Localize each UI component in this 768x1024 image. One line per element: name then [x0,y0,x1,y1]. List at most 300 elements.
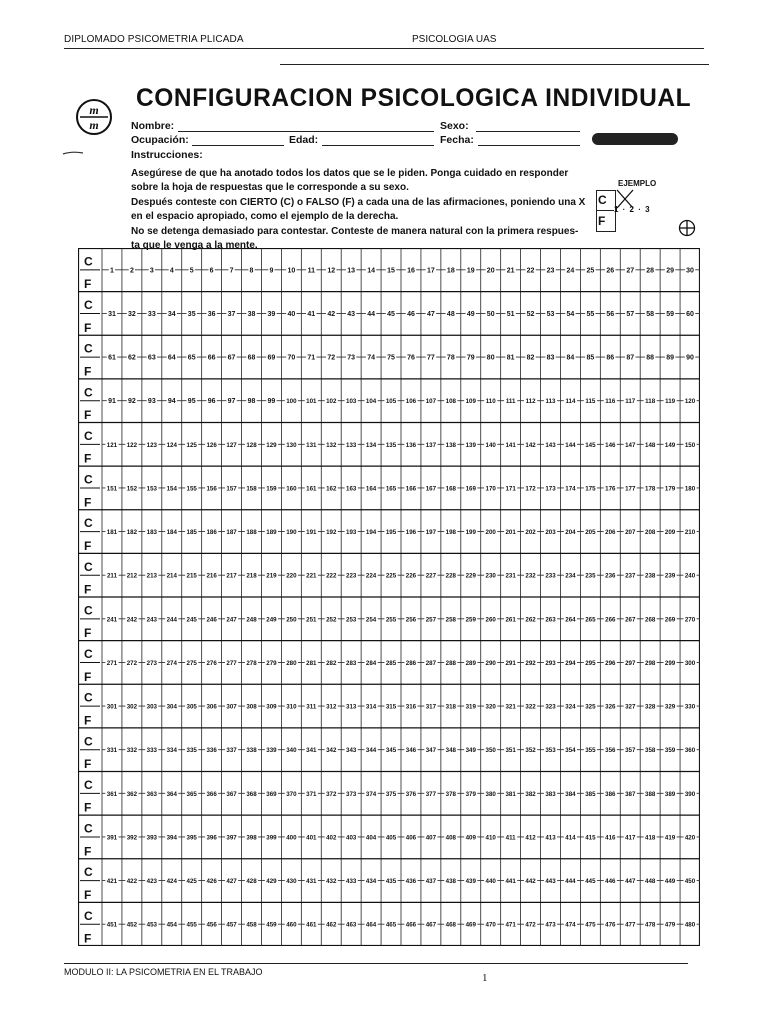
item-number: 420 [684,834,696,842]
item-number: 52 [526,310,535,318]
item-number: 197 [425,529,437,537]
item-number: 308 [246,703,257,711]
item-number: 223 [346,572,357,580]
item-number: 2 [129,267,134,275]
item-number: 344 [365,747,377,755]
f-label: F [84,320,92,335]
edad-label: Edad: [289,134,319,146]
item-number: 63 [147,354,156,362]
item-number: 388 [645,790,656,798]
item-number: 108 [445,398,456,406]
item-number: 426 [206,878,217,886]
item-number: 451 [106,921,118,929]
item-number: 153 [146,485,157,493]
item-number: 432 [326,878,337,886]
item-number: 210 [684,529,696,537]
item-number: 98 [247,398,256,406]
item-number: 106 [405,398,417,406]
item-number: 218 [246,572,257,580]
item-number: 346 [405,747,417,755]
item-number: 187 [226,529,237,537]
item-number: 268 [645,616,656,624]
item-number: 402 [326,834,337,842]
item-number: 300 [684,659,696,667]
item-number: 164 [365,485,377,493]
item-number: 392 [126,834,138,842]
item-number: 15 [387,267,395,275]
item-number: 340 [286,747,297,755]
item-number: 351 [505,747,516,755]
item-number: 85 [586,354,595,362]
item-number: 328 [645,703,656,711]
item-number: 228 [445,572,456,580]
item-number: 336 [206,747,217,755]
item-number: 427 [226,878,237,886]
item-number: 56 [606,310,615,318]
f-label: F [84,800,92,815]
item-number: 160 [286,485,297,493]
item-number: 189 [266,529,277,537]
item-number: 381 [505,790,516,798]
item-number: 159 [266,485,277,493]
item-number: 145 [585,441,596,449]
item-number: 130 [286,441,297,449]
item-number: 100 [286,398,297,406]
item-number: 59 [666,310,674,318]
item-number: 205 [585,529,596,537]
f-label: F [84,844,92,859]
item-number: 275 [186,659,197,667]
item-number: 438 [445,878,456,886]
item-number: 102 [326,398,337,406]
item-number: 250 [286,616,297,624]
mm-monogram-icon [75,98,113,136]
instruction-line: sobre la hoja de respuestas que le corresponde a su sexo. [131,182,409,193]
item-number: 423 [146,878,157,886]
item-number: 121 [106,441,118,449]
item-number: 200 [485,529,496,537]
item-number: 211 [106,572,117,580]
item-number: 167 [425,485,437,493]
item-number: 171 [505,485,516,493]
item-number: 414 [565,834,576,842]
item-number: 480 [684,921,696,929]
item-number: 120 [684,398,696,406]
item-number: 364 [166,790,177,798]
item-number: 172 [525,485,536,493]
item-number: 204 [565,529,576,537]
item-number: 408 [445,834,456,842]
item-number: 34 [167,310,176,318]
item-number: 442 [525,878,536,886]
nombre-label: Nombre: [131,120,175,132]
item-number: 227 [425,572,437,580]
item-number: 10 [287,267,296,275]
item-number: 11 [307,267,316,275]
item-number: 281 [306,659,317,667]
item-number: 49 [466,310,475,318]
c-label: C [84,559,93,574]
item-number: 142 [525,441,536,449]
c-label: C [84,865,93,880]
item-number: 391 [106,834,118,842]
item-number: 122 [126,441,138,449]
item-number: 3 [149,267,154,275]
item-number: 433 [346,878,357,886]
instruction-line: Asegúrese de que ha anotado todos los datos que se le piden. Ponga cuidado en responder [131,168,569,179]
item-number: 148 [645,441,656,449]
item-number: 296 [605,659,616,667]
item-number: 232 [525,572,536,580]
item-number: 400 [286,834,297,842]
item-number: 6 [209,267,214,275]
item-number: 72 [327,354,336,362]
f-label: F [84,757,92,772]
item-number: 192 [326,529,337,537]
item-number: 224 [365,572,377,580]
item-number: 48 [446,310,455,318]
item-number: 470 [485,921,496,929]
item-number: 216 [206,572,217,580]
item-number: 323 [545,703,556,711]
item-number: 243 [146,616,157,624]
item-number: 362 [126,790,138,798]
item-number: 265 [585,616,596,624]
item-number: 66 [207,354,216,362]
item-number: 67 [227,354,236,362]
fecha-field[interactable] [478,145,580,146]
item-number: 471 [505,921,516,929]
item-number: 105 [385,398,397,406]
item-number: 347 [425,747,437,755]
item-number: 136 [405,441,417,449]
item-number: 199 [465,529,476,537]
item-number: 313 [346,703,357,711]
item-number: 255 [385,616,397,624]
item-number: 290 [485,659,496,667]
item-number: 435 [385,878,397,886]
item-number: 292 [525,659,536,667]
ink-blot [592,133,678,145]
item-number: 373 [346,790,357,798]
answer-grid [78,248,700,946]
item-number: 463 [346,921,357,929]
item-number: 421 [106,878,118,886]
item-number: 188 [246,529,257,537]
item-number: 404 [365,834,377,842]
item-number: 80 [486,354,495,362]
item-number: 361 [106,790,118,798]
item-number: 43 [347,310,356,318]
item-number: 242 [126,616,138,624]
item-number: 77 [427,354,435,362]
item-number: 424 [166,878,177,886]
item-number: 473 [545,921,556,929]
example-label: EJEMPLO [618,179,657,188]
item-number: 355 [585,747,596,755]
example-f: F [598,214,606,228]
item-number: 168 [445,485,456,493]
sexo-field[interactable] [476,131,580,132]
instruction-line: ta que le venga a la mente. [131,240,258,251]
item-number: 387 [625,790,636,798]
item-number: 213 [146,572,157,580]
item-number: 207 [625,529,636,537]
item-number: 264 [565,616,576,624]
item-number: 29 [666,267,674,275]
item-number: 135 [385,441,397,449]
item-number: 50 [486,310,495,318]
item-number: 7 [229,267,234,275]
item-number: 26 [606,267,615,275]
item-number: 38 [247,310,256,318]
item-number: 111 [505,398,516,406]
item-number: 379 [465,790,476,798]
item-number: 195 [385,529,397,537]
item-number: 332 [126,747,138,755]
item-number: 372 [326,790,337,798]
item-number: 430 [286,878,297,886]
f-label: F [84,408,92,423]
item-number: 54 [566,310,575,318]
item-number: 185 [186,529,197,537]
item-number: 409 [465,834,476,842]
item-number: 322 [525,703,536,711]
item-number: 460 [286,921,297,929]
item-number: 278 [246,659,257,667]
item-number: 103 [346,398,357,406]
f-label: F [84,582,92,597]
item-number: 179 [664,485,676,493]
instruction-line: en el espacio apropiado, como el ejemplo de la derecha. [131,211,399,222]
edad-field[interactable] [322,145,434,146]
item-number: 284 [365,659,377,667]
item-number: 73 [347,354,356,362]
item-number: 375 [385,790,397,798]
item-number: 81 [506,354,515,362]
item-number: 30 [686,267,694,275]
item-number: 184 [166,529,177,537]
item-number: 95 [187,398,196,406]
item-number: 14 [367,267,375,275]
c-label: C [84,821,93,836]
ocupacion-field[interactable] [192,145,284,146]
item-number: 166 [405,485,417,493]
item-number: 76 [407,354,415,362]
item-number: 389 [664,790,676,798]
item-number: 18 [446,267,455,275]
item-number: 40 [287,310,296,318]
item-number: 127 [226,441,237,449]
item-number: 309 [266,703,277,711]
item-number: 307 [226,703,237,711]
item-number: 356 [605,747,616,755]
item-number: 279 [266,659,277,667]
item-number: 476 [605,921,616,929]
item-number: 141 [505,441,516,449]
item-number: 125 [186,441,197,449]
item-number: 240 [684,572,696,580]
item-number: 303 [146,703,157,711]
item-number: 165 [385,485,397,493]
item-number: 444 [565,878,576,886]
item-number: 342 [326,747,337,755]
item-number: 53 [546,310,555,318]
svg-text:m: m [89,103,99,117]
item-number: 156 [206,485,217,493]
item-number: 94 [167,398,176,406]
item-number: 321 [505,703,516,711]
item-number: 32 [128,310,136,318]
item-number: 132 [326,441,337,449]
item-number: 469 [465,921,476,929]
item-number: 71 [307,354,316,362]
instruction-line: Después conteste con CIERTO (C) o FALSO (F) a cada una de las afirmaciones, poniendo una X [131,197,586,208]
item-number: 312 [326,703,337,711]
item-number: 97 [227,398,236,406]
item-number: 96 [207,398,216,406]
item-number: 439 [465,878,476,886]
item-number: 302 [126,703,138,711]
item-number: 245 [186,616,197,624]
item-number: 266 [605,616,616,624]
item-number: 472 [525,921,536,929]
item-number: 149 [664,441,676,449]
item-number: 19 [466,267,475,275]
item-number: 449 [664,878,676,886]
item-number: 256 [405,616,417,624]
item-number: 254 [365,616,377,624]
item-number: 287 [425,659,437,667]
item-number: 314 [365,703,377,711]
item-number: 261 [505,616,516,624]
item-number: 253 [346,616,357,624]
nombre-field[interactable] [178,131,434,132]
item-number: 468 [445,921,456,929]
item-number: 349 [465,747,476,755]
item-number: 244 [166,616,177,624]
item-number: 144 [565,441,576,449]
item-number: 267 [625,616,636,624]
item-number: 234 [565,572,576,580]
item-number: 175 [585,485,596,493]
item-number: 477 [625,921,636,929]
item-number: 84 [566,354,575,362]
item-number: 395 [186,834,197,842]
item-number: 180 [684,485,696,493]
item-number: 413 [545,834,556,842]
item-number: 147 [625,441,636,449]
item-number: 345 [385,747,397,755]
item-number: 288 [445,659,456,667]
f-label: F [84,887,92,902]
item-number: 138 [445,441,456,449]
item-number: 57 [626,310,635,318]
item-number: 231 [505,572,516,580]
item-number: 295 [585,659,596,667]
item-number: 263 [545,616,556,624]
item-number: 299 [664,659,676,667]
sexo-label: Sexo: [440,120,469,132]
item-number: 151 [106,485,118,493]
item-number: 306 [206,703,217,711]
item-number: 208 [645,529,656,537]
item-number: 385 [585,790,596,798]
item-number: 479 [664,921,676,929]
item-number: 335 [186,747,197,755]
item-number: 35 [187,310,196,318]
item-number: 1 [110,267,114,275]
item-number: 417 [625,834,636,842]
item-number: 382 [525,790,536,798]
item-number: 83 [546,354,555,362]
item-number: 143 [545,441,556,449]
item-number: 23 [546,267,555,275]
item-number: 386 [605,790,616,798]
item-number: 215 [186,572,197,580]
header-rule [64,48,704,49]
item-number: 39 [267,310,276,318]
c-label: C [84,516,93,531]
item-number: 419 [664,834,676,842]
item-number: 5 [189,267,194,275]
item-number: 92 [128,398,136,406]
item-number: 169 [465,485,476,493]
header-right-text: PSICOLOGIA UAS [412,34,497,45]
item-number: 310 [286,703,297,711]
item-number: 446 [605,878,616,886]
item-number: 298 [645,659,656,667]
item-number: 466 [405,921,417,929]
item-number: 191 [306,529,317,537]
item-number: 41 [307,310,316,318]
item-number: 437 [425,878,437,886]
item-number: 101 [306,398,317,406]
item-number: 399 [266,834,277,842]
item-number: 455 [186,921,197,929]
item-number: 360 [684,747,696,755]
item-number: 21 [506,267,515,275]
item-number: 201 [505,529,516,537]
item-number: 82 [526,354,535,362]
item-number: 443 [545,878,556,886]
item-number: 225 [385,572,397,580]
item-number: 182 [126,529,138,537]
item-number: 24 [566,267,575,275]
item-number: 390 [684,790,696,798]
item-number: 358 [645,747,656,755]
c-label: C [84,472,93,487]
item-number: 13 [347,267,356,275]
item-number: 350 [485,747,496,755]
item-number: 315 [385,703,397,711]
instructions-heading: Instrucciones: [131,149,203,161]
item-number: 36 [207,310,216,318]
item-number: 42 [327,310,336,318]
item-number: 134 [365,441,377,449]
item-number: 90 [686,354,694,362]
ocupacion-label: Ocupación: [131,134,189,146]
item-number: 377 [425,790,437,798]
item-number: 273 [146,659,157,667]
item-number: 88 [646,354,655,362]
item-number: 393 [146,834,157,842]
item-number: 177 [625,485,636,493]
item-number: 115 [585,398,596,406]
f-label: F [84,495,92,510]
item-number: 150 [684,441,696,449]
item-number: 441 [505,878,516,886]
